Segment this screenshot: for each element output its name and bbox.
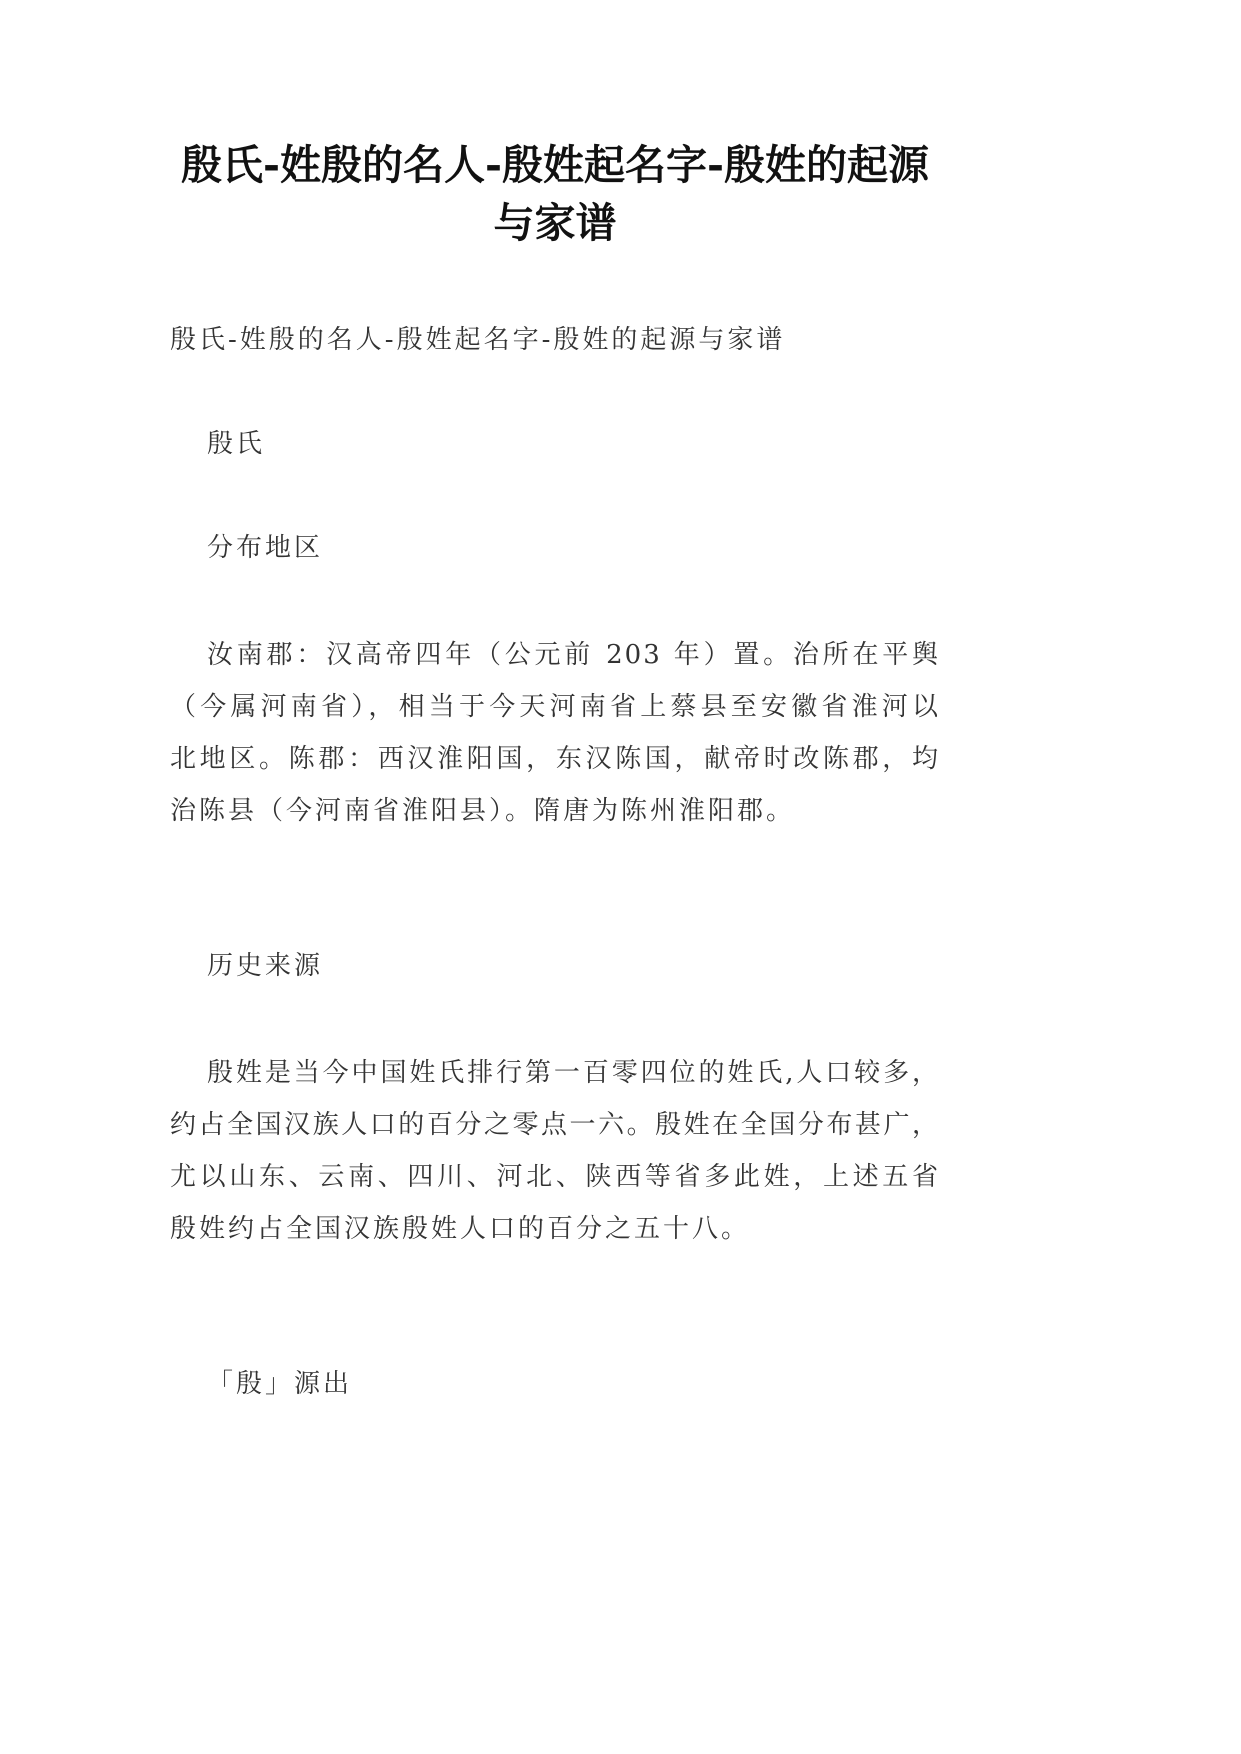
title-line: 与家谱	[493, 199, 617, 247]
document-title	[170, 136, 940, 252]
paragraph-line: 治陈县（今河南省淮阳县）。隋唐为陈州淮阳郡。	[170, 796, 796, 826]
origin-heading: 「殷」源出	[207, 1369, 353, 1399]
paragraph-line: 约占全国汉族人口的百分之零点一六。殷姓在全国分布甚广，	[170, 1110, 940, 1140]
paragraph-line: 北地区。陈郡：西汉淮阳国，东汉陈国，献帝时改陈郡，均	[170, 744, 940, 774]
title-line: 殷氏-姓殷的名人-殷姓起名字-殷姓的起源	[180, 141, 930, 189]
history-paragraph	[170, 1047, 940, 1255]
paragraph-line: 汝南郡：汉高帝四年（公元前 203 年）置。治所在平舆	[207, 640, 940, 670]
paragraph-line: 尤以山东、云南、四川、河北、陕西等省多此姓，上述五省	[170, 1162, 940, 1192]
surname-heading: 殷氏	[207, 429, 266, 459]
history-heading: 历史来源	[207, 951, 324, 981]
distribution-heading: 分布地区	[207, 533, 324, 563]
distribution-paragraph	[170, 629, 940, 837]
paragraph-line: 殷姓约占全国汉族殷姓人口的百分之五十八。	[170, 1214, 751, 1244]
paragraph-line: 殷姓是当今中国姓氏排行第一百零四位的姓氏,人口较多，	[207, 1058, 940, 1088]
document-content	[170, 136, 940, 1410]
paragraph-line: （今属河南省），相当于今天河南省上蔡县至安徽省淮河以	[170, 692, 940, 722]
subtitle-line: 殷氏-姓殷的名人-殷姓起名字-殷姓的起源与家谱	[170, 325, 786, 355]
